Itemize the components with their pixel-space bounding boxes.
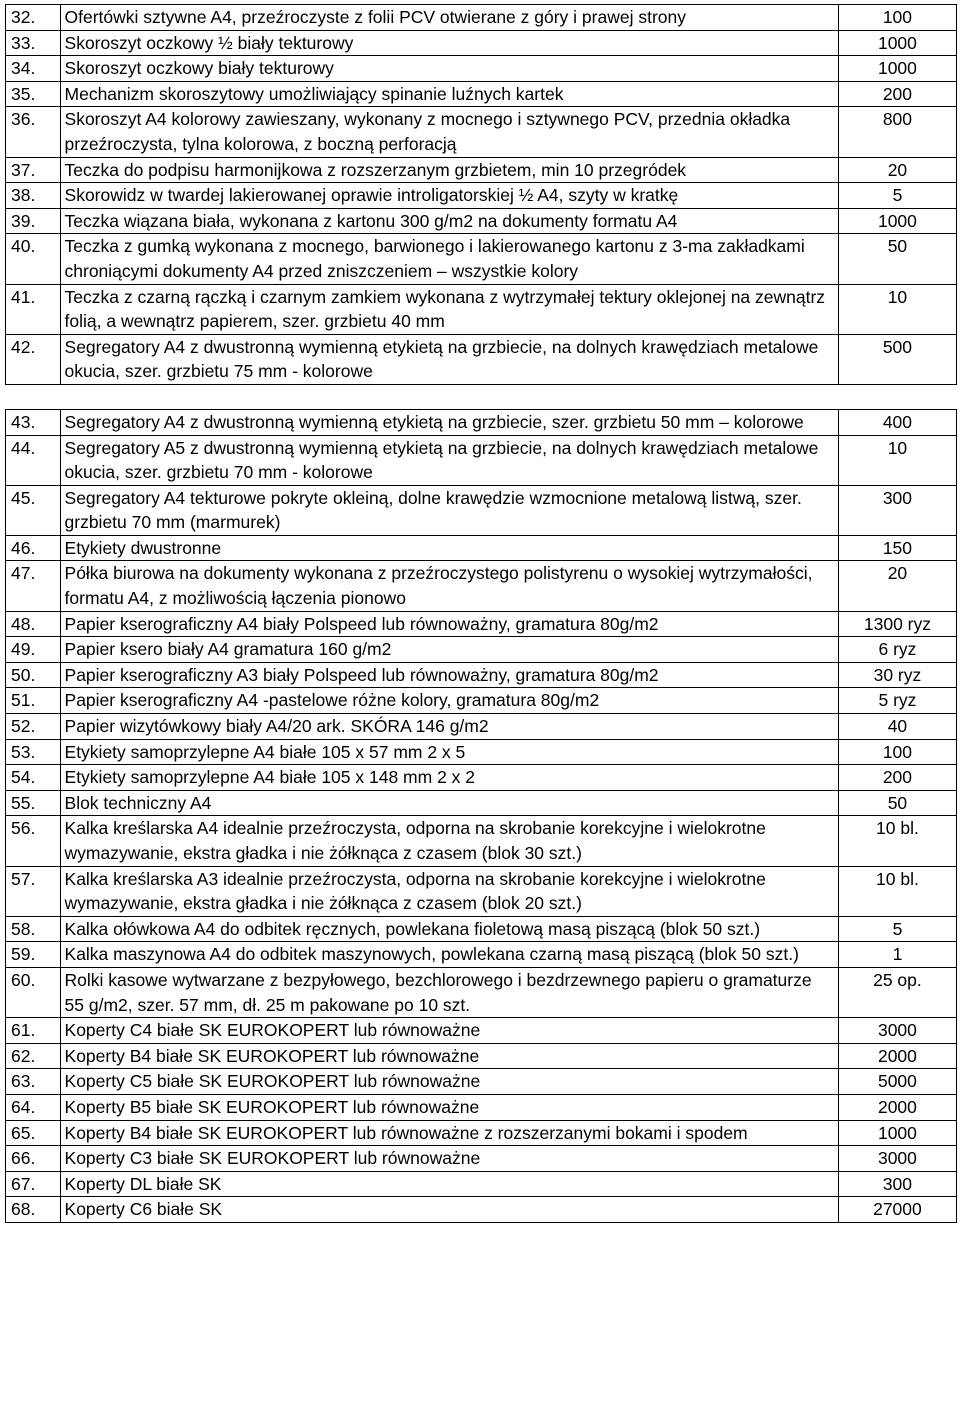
item-number: 39. xyxy=(6,208,61,234)
table-row xyxy=(6,866,957,916)
item-quantity xyxy=(838,866,956,916)
item-description: Blok techniczny A4 xyxy=(60,790,838,816)
table-row xyxy=(6,1018,957,1044)
item-quantity-value: 20 xyxy=(887,563,908,584)
item-quantity-value: 10 xyxy=(887,437,908,458)
item-quantity-value: 27000 xyxy=(873,1199,922,1220)
item-number: 52. xyxy=(6,714,61,740)
table-row xyxy=(6,739,957,765)
item-quantity-value: 6 ryz xyxy=(878,639,917,660)
table-row xyxy=(6,765,957,791)
item-quantity-value: 1000 xyxy=(877,58,917,79)
table-row xyxy=(6,967,957,1017)
item-quantity-value: 5 ryz xyxy=(878,690,917,711)
item-quantity xyxy=(838,916,956,942)
table-row xyxy=(6,790,957,816)
item-quantity-value: 200 xyxy=(882,83,913,104)
item-quantity xyxy=(838,183,956,209)
item-number: 41. xyxy=(6,284,61,334)
item-number: 40. xyxy=(6,234,61,284)
item-quantity-value: 25 op. xyxy=(873,969,922,990)
item-quantity-value: 1000 xyxy=(877,210,917,231)
item-description: Skoroszyt oczkowy biały tekturowy xyxy=(60,56,838,82)
item-quantity xyxy=(838,942,956,968)
item-quantity xyxy=(838,1197,956,1223)
item-number: 49. xyxy=(6,637,61,663)
item-description: Kalka ołówkowa A4 do odbitek ręcznych, powlekana fioletową masą piszącą (blok 50 szt.) xyxy=(60,916,838,942)
item-quantity xyxy=(838,157,956,183)
item-description: Etykiety samoprzylepne A4 białe 105 x 148 mm 2 x 2 xyxy=(60,765,838,791)
table-row xyxy=(6,1171,957,1197)
item-quantity xyxy=(838,234,956,284)
item-description: Segregatory A4 z dwustronną wymienną etykietą na grzbiecie, szer. grzbietu 50 mm – kolorowe xyxy=(60,409,838,435)
item-quantity-value: 30 ryz xyxy=(873,664,922,685)
item-number: 37. xyxy=(6,157,61,183)
item-quantity xyxy=(838,561,956,611)
item-quantity-value: 5 xyxy=(892,918,903,939)
item-description: Półka biurowa na dokumenty wykonana z przeźroczystego polistyrenu o wysokiej wytrzymałości, formatu A4, z możliwością łączenia pionowo xyxy=(60,561,838,611)
item-number: 34. xyxy=(6,56,61,82)
item-number: 57. xyxy=(6,866,61,916)
item-quantity-value: 100 xyxy=(882,741,913,762)
item-quantity xyxy=(838,1094,956,1120)
table-gap xyxy=(6,384,957,409)
item-number: 35. xyxy=(6,81,61,107)
item-quantity-value: 1300 ryz xyxy=(863,613,931,634)
item-quantity xyxy=(838,435,956,485)
item-quantity-value: 800 xyxy=(882,109,913,130)
item-number: 36. xyxy=(6,107,61,157)
table-row xyxy=(6,816,957,866)
table-row xyxy=(6,714,957,740)
table-row xyxy=(6,183,957,209)
item-number: 67. xyxy=(6,1171,61,1197)
item-quantity-value: 100 xyxy=(882,7,913,27)
item-quantity-value: 1000 xyxy=(877,32,917,53)
item-description: Ofertówki sztywne A4, przeźroczyste z folii PCV otwierane z góry i prawej strony xyxy=(60,5,838,31)
table-row xyxy=(6,30,957,56)
table-row xyxy=(6,485,957,535)
item-quantity-value: 5 xyxy=(892,185,903,206)
item-quantity-value: 2000 xyxy=(877,1096,917,1117)
item-quantity-value: 50 xyxy=(887,236,908,257)
item-quantity xyxy=(838,790,956,816)
table-row xyxy=(6,334,957,384)
item-quantity xyxy=(838,535,956,561)
item-description: Skoroszyt oczkowy ½ biały tekturowy xyxy=(60,30,838,56)
item-description: Koperty C6 białe SK xyxy=(60,1197,838,1223)
item-description: Skoroszyt A4 kolorowy zawieszany, wykonany z mocnego i sztywnego PCV, przednia okładka przeźroczysta, tylna kolorowa, z boczną perforacją xyxy=(60,107,838,157)
item-description: Papier ksero biały A4 gramatura 160 g/m2 xyxy=(60,637,838,663)
item-description: Etykiety dwustronne xyxy=(60,535,838,561)
item-number: 60. xyxy=(6,967,61,1017)
table-row xyxy=(6,916,957,942)
item-quantity xyxy=(838,1146,956,1172)
item-description: Teczka z gumką wykonana z mocnego, barwionego i lakierowanego kartonu z 3-ma zakładkami chroniącymi dokumenty A4 przed zniszczeniem – wszystkie kolory xyxy=(60,234,838,284)
item-number: 51. xyxy=(6,688,61,714)
table-row xyxy=(6,107,957,157)
item-quantity-value: 10 bl. xyxy=(876,818,919,839)
item-number: 43. xyxy=(6,409,61,435)
item-description: Segregatory A4 tekturowe pokryte okleiną, dolne krawędzie wzmocnione metalową listwą, szer. grzbietu 70 mm (marmurek) xyxy=(60,485,838,535)
item-quantity-value: 5000 xyxy=(877,1071,917,1092)
item-quantity xyxy=(838,334,956,384)
item-quantity xyxy=(838,611,956,637)
table-row xyxy=(6,1197,957,1223)
table-row xyxy=(6,688,957,714)
table-row xyxy=(6,234,957,284)
item-description: Papier wizytówkowy biały A4/20 ark. SKÓRA 146 g/m2 xyxy=(60,714,838,740)
item-quantity xyxy=(838,107,956,157)
item-number: 33. xyxy=(6,30,61,56)
item-number: 38. xyxy=(6,183,61,209)
item-quantity-value: 2000 xyxy=(877,1045,917,1066)
item-description: Papier kserograficzny A4 -pastelowe różne kolory, gramatura 80g/m2 xyxy=(60,688,838,714)
item-number: 48. xyxy=(6,611,61,637)
document-page xyxy=(5,4,957,1223)
item-description: Koperty DL białe SK xyxy=(60,1171,838,1197)
item-quantity-value: 300 xyxy=(882,487,913,508)
item-quantity xyxy=(838,1018,956,1044)
item-quantity-value: 1 xyxy=(892,944,903,965)
item-number: 44. xyxy=(6,435,61,485)
item-quantity xyxy=(838,688,956,714)
item-quantity-value: 10 bl. xyxy=(876,868,919,889)
item-quantity-value: 40 xyxy=(887,716,908,737)
item-description: Teczka do podpisu harmonijkowa z rozszerzanym grzbietem, min 10 przegródek xyxy=(60,157,838,183)
item-number: 55. xyxy=(6,790,61,816)
table-row xyxy=(6,611,957,637)
item-description: Teczka wiązana biała, wykonana z kartonu 300 g/m2 na dokumenty formatu A4 xyxy=(60,208,838,234)
item-description: Koperty B4 białe SK EUROKOPERT lub równoważne xyxy=(60,1043,838,1069)
table-row xyxy=(6,942,957,968)
item-description: Kalka kreślarska A3 idealnie przeźroczysta, odporna na skrobanie korekcyjne i wielokrotne wymazywanie, ekstra gładka i nie żółknąca z czasem (blok 20 szt.) xyxy=(60,866,838,916)
item-quantity xyxy=(838,967,956,1017)
item-quantity xyxy=(838,1120,956,1146)
item-quantity-value: 3000 xyxy=(877,1020,917,1041)
table-row xyxy=(6,56,957,82)
table-row xyxy=(6,1069,957,1095)
item-quantity-value: 150 xyxy=(882,537,913,558)
item-description: Koperty B4 białe SK EUROKOPERT lub równoważne z rozszerzanymi bokami i spodem xyxy=(60,1120,838,1146)
item-number: 53. xyxy=(6,739,61,765)
item-number: 68. xyxy=(6,1197,61,1223)
item-number: 63. xyxy=(6,1069,61,1095)
table-row xyxy=(6,5,957,31)
item-quantity-value: 10 xyxy=(887,286,908,307)
item-number: 66. xyxy=(6,1146,61,1172)
item-quantity xyxy=(838,1043,956,1069)
item-quantity-value: 400 xyxy=(882,411,913,432)
item-number: 62. xyxy=(6,1043,61,1069)
item-quantity xyxy=(838,5,956,31)
table-row xyxy=(6,561,957,611)
item-number: 61. xyxy=(6,1018,61,1044)
items-table xyxy=(5,4,957,1223)
item-quantity xyxy=(838,485,956,535)
table-row xyxy=(6,81,957,107)
item-number: 45. xyxy=(6,485,61,535)
item-description: Koperty C5 białe SK EUROKOPERT lub równoważne xyxy=(60,1069,838,1095)
item-description: Papier kserograficzny A3 biały Polspeed lub równoważny, gramatura 80g/m2 xyxy=(60,662,838,688)
item-description: Mechanizm skoroszytowy umożliwiający spinanie luźnych kartek xyxy=(60,81,838,107)
item-quantity-value: 500 xyxy=(882,336,913,357)
item-description: Etykiety samoprzylepne A4 białe 105 x 57 mm 2 x 5 xyxy=(60,739,838,765)
item-description: Papier kserograficzny A4 biały Polspeed lub równoważny, gramatura 80g/m2 xyxy=(60,611,838,637)
item-description: Koperty C3 białe SK EUROKOPERT lub równoważne xyxy=(60,1146,838,1172)
table-row xyxy=(6,284,957,334)
item-quantity xyxy=(838,1069,956,1095)
table-row xyxy=(6,1146,957,1172)
item-description: Segregatory A4 z dwustronną wymienną etykietą na grzbiecie, na dolnych krawędziach metalowe okucia, szer. grzbietu 75 mm - kolorowe xyxy=(60,334,838,384)
item-quantity-value: 1000 xyxy=(877,1122,917,1143)
item-quantity xyxy=(838,1171,956,1197)
table-row xyxy=(6,1120,957,1146)
table-row xyxy=(6,535,957,561)
item-description: Kalka maszynowa A4 do odbitek maszynowych, powlekana czarną masą piszącą (blok 50 szt.) xyxy=(60,942,838,968)
item-description: Koperty C4 białe SK EUROKOPERT lub równoważne xyxy=(60,1018,838,1044)
item-quantity xyxy=(838,637,956,663)
item-description: Teczka z czarną rączką i czarnym zamkiem wykonana z wytrzymałej tektury oklejonej na zewnątrz folią, a wewnątrz papierem, szer. grzbietu 40 mm xyxy=(60,284,838,334)
item-number: 58. xyxy=(6,916,61,942)
table-gap-row xyxy=(6,384,957,409)
item-number: 32. xyxy=(6,5,61,31)
table-row xyxy=(6,157,957,183)
item-number: 65. xyxy=(6,1120,61,1146)
item-description: Kalka kreślarska A4 idealnie przeźroczysta, odporna na skrobanie korekcyjne i wielokrotne wymazywanie, ekstra gładka i nie żółknąca z czasem (blok 30 szt.) xyxy=(60,816,838,866)
table-row xyxy=(6,637,957,663)
item-quantity-value: 20 xyxy=(887,159,908,180)
item-description: Rolki kasowe wytwarzane z bezpyłowego, bezchlorowego i bezdrzewnego papieru o gramaturze 55 g/m2, szer. 57 mm, dł. 25 m pakowane po 10 szt. xyxy=(60,967,838,1017)
item-quantity xyxy=(838,739,956,765)
item-number: 50. xyxy=(6,662,61,688)
items-table-body xyxy=(6,5,957,1223)
item-quantity-value: 3000 xyxy=(877,1148,917,1169)
table-row xyxy=(6,435,957,485)
item-quantity-value: 50 xyxy=(887,792,908,813)
item-quantity xyxy=(838,765,956,791)
item-quantity xyxy=(838,714,956,740)
item-quantity xyxy=(838,81,956,107)
table-row xyxy=(6,409,957,435)
item-quantity xyxy=(838,56,956,82)
item-quantity xyxy=(838,816,956,866)
item-number: 64. xyxy=(6,1094,61,1120)
item-quantity xyxy=(838,30,956,56)
item-description: Segregatory A5 z dwustronną wymienną etykietą na grzbiecie, na dolnych krawędziach metalowe okucia, szer. grzbietu 70 mm - kolorowe xyxy=(60,435,838,485)
table-row xyxy=(6,208,957,234)
item-number: 42. xyxy=(6,334,61,384)
table-row xyxy=(6,662,957,688)
item-number: 47. xyxy=(6,561,61,611)
table-row xyxy=(6,1094,957,1120)
item-description: Koperty B5 białe SK EUROKOPERT lub równoważne xyxy=(60,1094,838,1120)
item-number: 54. xyxy=(6,765,61,791)
item-number: 59. xyxy=(6,942,61,968)
item-description: Skorowidz w twardej lakierowanej oprawie introligatorskiej ½ A4, szyty w kratkę xyxy=(60,183,838,209)
item-quantity xyxy=(838,662,956,688)
table-row xyxy=(6,1043,957,1069)
item-quantity xyxy=(838,284,956,334)
item-number: 46. xyxy=(6,535,61,561)
item-quantity xyxy=(838,409,956,435)
item-quantity-value: 300 xyxy=(882,1173,913,1194)
item-quantity xyxy=(838,208,956,234)
item-quantity-value: 200 xyxy=(882,767,913,788)
item-number: 56. xyxy=(6,816,61,866)
